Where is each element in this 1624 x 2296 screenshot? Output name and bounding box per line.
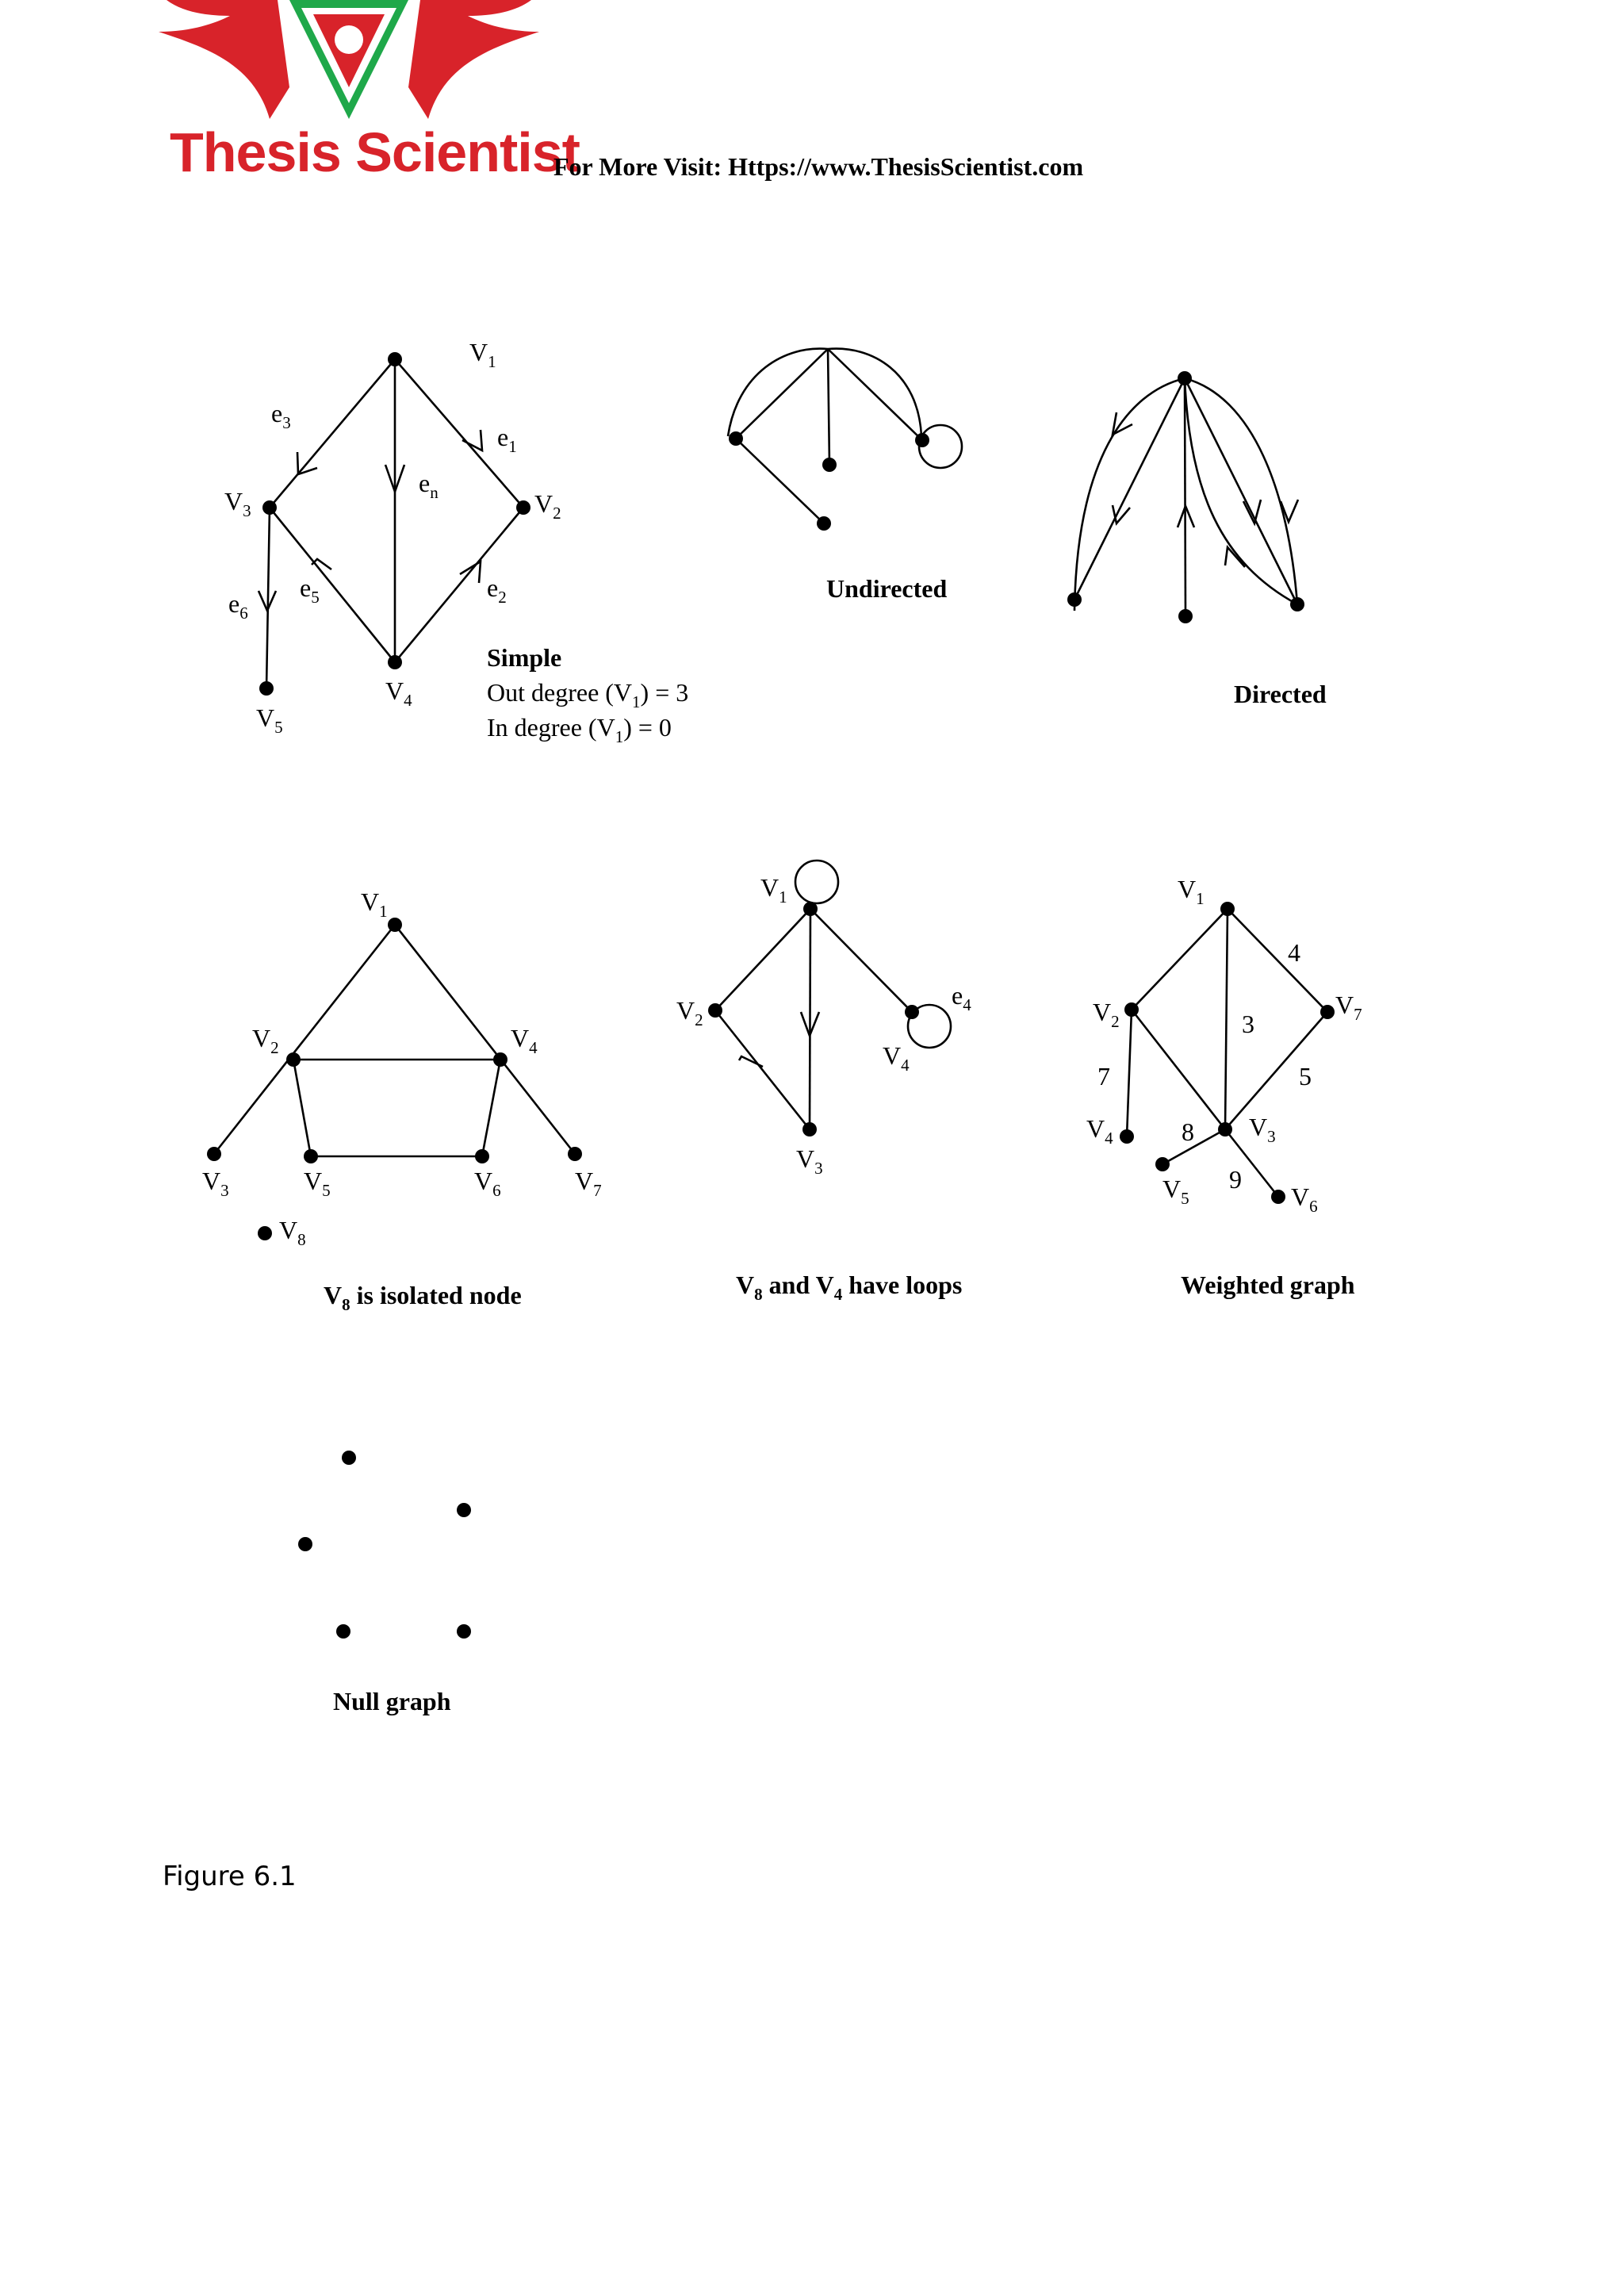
svg-text:V4: $V_4$ — [511, 1024, 538, 1057]
svg-text:4: 4 — [1288, 938, 1300, 967]
edge-e2 — [395, 508, 523, 662]
caption-weighted: Weighted graph — [1181, 1271, 1355, 1299]
svg-text:V1: $V_1$ — [361, 887, 388, 921]
svg-text:V4: $V_4$ — [1086, 1114, 1113, 1148]
weighted-graph — [1086, 875, 1362, 1299]
null-graph — [298, 1451, 471, 1715]
svg-text:V6: $V_6$ — [474, 1167, 501, 1200]
isolated-graph — [202, 887, 602, 1314]
svg-text:V1: $V_1$ — [760, 873, 787, 907]
svg-text:V2: $V_2$ — [1093, 998, 1120, 1031]
svg-text:V2: $V_2$ — [676, 996, 703, 1029]
label-en: $e_n$ — [419, 469, 439, 502]
svg-text:V7: $V_7$ — [575, 1167, 602, 1200]
caption-undirected: Undirected — [826, 574, 948, 603]
svg-text:V4: $V_4$ — [883, 1041, 910, 1075]
caption-loops: $V_8$ and $V_4$ have loops — [736, 1271, 963, 1304]
node-v2 — [516, 500, 530, 515]
svg-text:3: 3 — [1242, 1010, 1254, 1038]
label-e6: $e_6$ — [228, 589, 248, 623]
label-v3: $V_3$ — [224, 487, 251, 520]
svg-text:9: 9 — [1229, 1165, 1242, 1194]
edge-e6 — [266, 508, 270, 688]
edge-e5 — [270, 508, 395, 662]
edge-e3 — [270, 359, 395, 508]
label-e5: $e_5$ — [300, 573, 320, 607]
label-e1: $e_1$ — [497, 423, 517, 456]
simple-graph — [224, 338, 688, 746]
figure-caption: Figure 6.1 — [163, 1861, 297, 1892]
caption-simple: Simple — [487, 643, 562, 672]
label-e3: $e_3$ — [271, 399, 291, 432]
svg-text:V5: $V_5$ — [304, 1167, 331, 1200]
svg-text:e4: $e_4$ — [952, 981, 971, 1014]
svg-text:7: 7 — [1097, 1062, 1110, 1091]
svg-text:V6: $V_6$ — [1291, 1182, 1318, 1216]
out-degree-note: Out degree $(V_1) = 3$ — [487, 678, 689, 711]
logo-text: Thesis Scientist — [170, 121, 580, 183]
svg-text:V5: $V_5$ — [1162, 1175, 1189, 1208]
svg-text:V2: $V_2$ — [252, 1024, 279, 1057]
caption-null: Null graph — [333, 1687, 451, 1715]
node-v1 — [388, 352, 402, 366]
label-v2: $V_2$ — [534, 489, 561, 523]
edge-arc — [728, 349, 921, 436]
in-degree-note: In degree $(V_1) = 0$ — [487, 713, 672, 746]
svg-text:V7: $V_7$ — [1335, 991, 1362, 1024]
node-v5 — [259, 681, 274, 696]
directed-graph — [1067, 371, 1327, 708]
svg-text:V8: $V_8$ — [279, 1216, 306, 1249]
caption-directed: Directed — [1234, 680, 1327, 708]
svg-text:V1: $V_1$ — [1178, 875, 1205, 908]
node-v3 — [262, 500, 277, 515]
loops-graph — [676, 861, 971, 1304]
label-v4: $V_4$ — [385, 677, 412, 710]
label-v1: $V_1$ — [469, 338, 496, 371]
visit-link[interactable]: For More Visit: Https://www.ThesisScientist.com — [553, 152, 1084, 181]
svg-text:8: 8 — [1182, 1117, 1194, 1146]
label-v5: $V_5$ — [256, 703, 283, 737]
svg-text:V3: $V_3$ — [796, 1144, 823, 1178]
node-v4 — [388, 655, 402, 669]
caption-isolated: $V_8$ is isolated node — [324, 1281, 522, 1314]
undirected-graph — [728, 349, 962, 603]
svg-text:V3: $V_3$ — [202, 1167, 229, 1200]
svg-text:5: 5 — [1299, 1062, 1312, 1091]
svg-text:V3: $V_3$ — [1249, 1113, 1276, 1146]
label-e2: $e_2$ — [487, 573, 507, 607]
